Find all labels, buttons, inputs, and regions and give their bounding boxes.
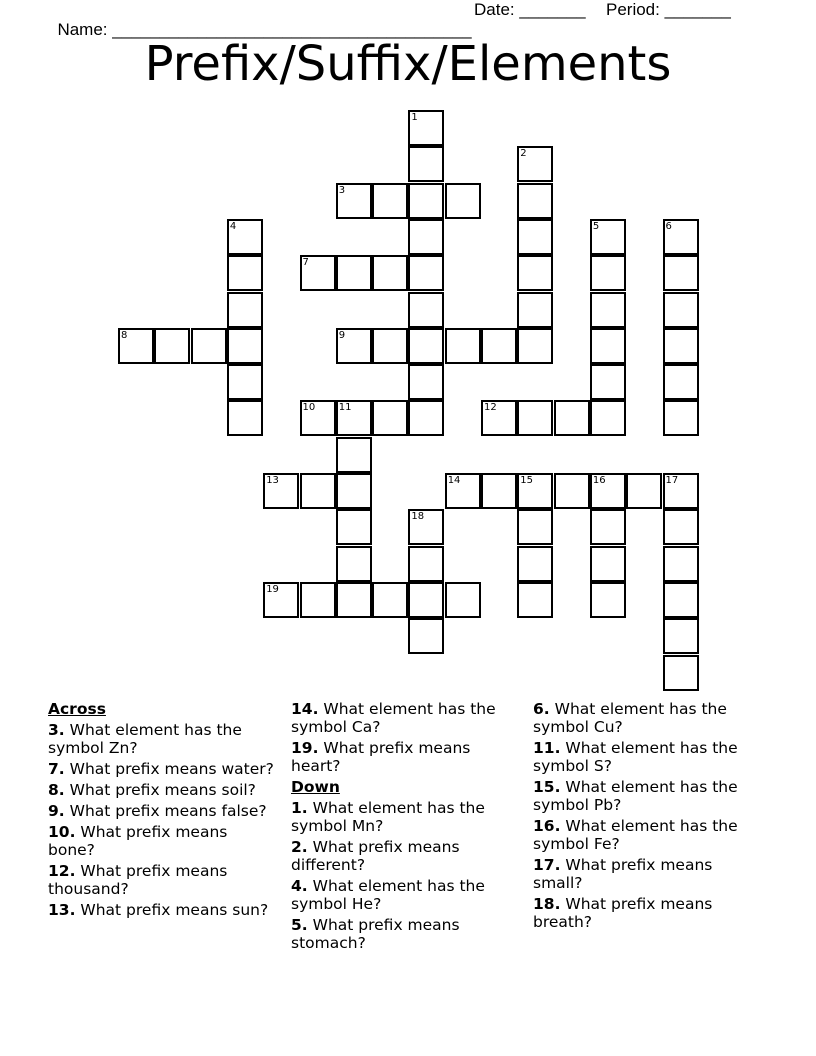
grid-cell[interactable] — [663, 582, 699, 618]
grid-cell[interactable] — [590, 219, 626, 255]
clue-text: What prefix means sun? — [80, 901, 269, 919]
cell-number: 17 — [665, 475, 679, 486]
clue-number: 6. — [533, 700, 550, 718]
clue-text: What element has the symbol Fe? — [533, 817, 738, 853]
clue-number: 1. — [291, 799, 308, 817]
grid-cell[interactable] — [517, 509, 553, 545]
grid-cell[interactable] — [445, 328, 481, 364]
date-field[interactable]: Date: _______ — [474, 0, 586, 19]
grid-cell[interactable] — [663, 655, 699, 691]
grid-cell[interactable] — [336, 255, 372, 291]
grid-cell[interactable] — [590, 509, 626, 545]
grid-cell[interactable] — [408, 219, 444, 255]
cell-number: 1 — [411, 112, 418, 123]
grid-cell[interactable] — [554, 400, 590, 436]
clue-number: 12. — [48, 862, 76, 880]
clue-number: 18. — [533, 895, 561, 913]
clue-down-5 — [291, 916, 521, 952]
cell-number: 16 — [592, 475, 606, 486]
grid-cell[interactable] — [300, 473, 336, 509]
grid-cell[interactable] — [663, 546, 699, 582]
grid-cell[interactable] — [590, 473, 626, 509]
clue-number: 19. — [291, 739, 319, 757]
cell-number: 7 — [302, 257, 309, 269]
clue-text: What prefix means small? — [533, 856, 713, 892]
grid-cell[interactable] — [408, 292, 444, 328]
grid-cell[interactable] — [227, 255, 263, 291]
across-heading: Across — [48, 700, 106, 718]
grid-cell[interactable] — [517, 183, 553, 219]
clue-text: What prefix means false? — [69, 802, 267, 820]
grid-cell[interactable] — [300, 400, 336, 436]
clue-number: 9. — [48, 802, 65, 820]
grid-cell[interactable] — [590, 255, 626, 291]
grid-cell[interactable] — [663, 400, 699, 436]
grid-cell[interactable] — [663, 292, 699, 328]
clue-down-6 — [533, 700, 763, 736]
clue-across-12 — [48, 862, 278, 898]
clue-down-18 — [533, 895, 763, 931]
clue-text: What prefix means heart? — [291, 739, 471, 775]
clue-down-11 — [533, 739, 763, 775]
grid-cell[interactable] — [517, 146, 553, 182]
clue-text: What prefix means different? — [291, 838, 460, 874]
clue-text: What element has the symbol Pb? — [533, 778, 738, 814]
clue-down-17 — [533, 856, 763, 892]
grid-cell[interactable] — [408, 400, 444, 436]
grid-cell[interactable] — [445, 473, 481, 509]
grid-cell[interactable] — [408, 618, 444, 654]
clue-down-15 — [533, 778, 763, 814]
grid-cell[interactable] — [408, 146, 444, 182]
grid-cell[interactable] — [227, 219, 263, 255]
cell-number: 11 — [338, 402, 352, 414]
grid-cell[interactable] — [517, 328, 553, 364]
name-field[interactable]: Name: ______________________________________ — [57, 20, 472, 39]
grid-cell[interactable] — [154, 328, 190, 364]
grid-cell[interactable] — [372, 183, 408, 219]
cell-number: 19 — [266, 583, 279, 595]
grid-cell[interactable] — [336, 509, 372, 545]
grid-cell[interactable] — [481, 473, 517, 509]
clue-number: 4. — [291, 877, 308, 895]
grid-cell[interactable] — [445, 582, 481, 618]
grid-cell[interactable] — [408, 328, 444, 364]
grid-cell[interactable] — [590, 582, 626, 618]
clue-number: 2. — [291, 838, 308, 856]
clue-across-3 — [48, 721, 278, 757]
clue-text: What element has the symbol Cu? — [533, 700, 727, 736]
grid-cell[interactable] — [626, 473, 662, 509]
clue-number: 8. — [48, 781, 65, 799]
grid-cell[interactable] — [227, 364, 263, 400]
clue-text: What prefix means breath? — [533, 895, 713, 931]
cell-number: 14 — [447, 475, 461, 486]
grid-cell[interactable] — [372, 582, 408, 618]
grid-cell[interactable] — [336, 582, 372, 618]
clue-number: 17. — [533, 856, 561, 874]
grid-cell[interactable] — [408, 110, 444, 146]
clue-text: What prefix means stomach? — [291, 916, 460, 952]
clues-column-2 — [291, 700, 521, 955]
cell-number: 10 — [302, 402, 316, 414]
grid-cell[interactable] — [118, 328, 154, 364]
clue-across-13 — [48, 901, 278, 919]
grid-cell[interactable] — [300, 255, 336, 291]
grid-cell[interactable] — [408, 582, 444, 618]
grid-cell[interactable] — [517, 292, 553, 328]
clue-across-14 — [291, 700, 521, 736]
clue-down-1 — [291, 799, 521, 835]
clues-column-1 — [48, 700, 278, 922]
clue-number: 16. — [533, 817, 561, 835]
grid-cell[interactable] — [408, 509, 444, 545]
puzzle-title: Prefix/Suffix/Elements — [144, 36, 672, 92]
cell-number: 9 — [338, 329, 346, 341]
clue-across-10 — [48, 823, 278, 859]
clue-down-4 — [291, 877, 521, 913]
grid-cell[interactable] — [408, 183, 444, 219]
grid-cell[interactable] — [517, 219, 553, 255]
grid-cell[interactable] — [517, 473, 553, 509]
clue-number: 15. — [533, 778, 561, 796]
grid-cell[interactable] — [336, 546, 372, 582]
grid-cell[interactable] — [372, 400, 408, 436]
clue-text: What prefix means thousand? — [48, 862, 228, 898]
cell-number: 2 — [520, 148, 527, 160]
grid-cell[interactable] — [227, 328, 263, 364]
grid-cell[interactable] — [408, 255, 444, 291]
grid-cell[interactable] — [517, 582, 553, 618]
clue-number: 3. — [48, 721, 65, 739]
clue-number: 11. — [533, 739, 561, 757]
grid-cell[interactable] — [263, 582, 299, 618]
grid-cell[interactable] — [517, 546, 553, 582]
grid-cell[interactable] — [663, 219, 699, 255]
grid-cell[interactable] — [663, 328, 699, 364]
clue-text: What element has the symbol Zn? — [48, 721, 242, 757]
grid-cell[interactable] — [517, 400, 553, 436]
clue-text: What element has the symbol Mn? — [291, 799, 485, 835]
cell-number: 6 — [665, 220, 672, 232]
grid-cell[interactable] — [517, 255, 553, 291]
grid-cell[interactable] — [590, 546, 626, 582]
grid-cell[interactable] — [336, 328, 372, 364]
clue-across-19 — [291, 739, 521, 775]
grid-cell[interactable] — [663, 255, 699, 291]
grid-cell[interactable] — [663, 473, 699, 509]
cell-number: 18 — [411, 511, 425, 523]
grid-cell[interactable] — [372, 255, 408, 291]
grid-cell[interactable] — [554, 473, 590, 509]
down-heading: Down — [291, 778, 340, 796]
grid-cell[interactable] — [590, 400, 626, 436]
grid-cell[interactable] — [227, 400, 263, 436]
grid-cell[interactable] — [590, 328, 626, 364]
cell-number: 5 — [592, 220, 600, 232]
grid-cell[interactable] — [408, 364, 444, 400]
grid-cell[interactable] — [663, 364, 699, 400]
clue-number: 10. — [48, 823, 76, 841]
clue-text: What prefix means bone? — [48, 823, 228, 859]
cell-number: 15 — [520, 475, 534, 486]
cell-number: 3 — [338, 184, 346, 196]
grid-cell[interactable] — [445, 183, 481, 219]
clue-number: 14. — [291, 700, 319, 718]
clue-down-16 — [533, 817, 763, 853]
grid-cell[interactable] — [663, 618, 699, 654]
grid-cell[interactable] — [481, 400, 517, 436]
period-field[interactable]: Period: _______ — [606, 0, 731, 19]
grid-cell[interactable] — [336, 183, 372, 219]
grid-cell[interactable] — [590, 364, 626, 400]
clue-across-8 — [48, 781, 278, 799]
grid-cell[interactable] — [336, 437, 372, 473]
clue-text: What element has the symbol Ca? — [291, 700, 496, 736]
clue-text: What prefix means soil? — [69, 781, 256, 799]
grid-cell[interactable] — [300, 582, 336, 618]
grid-cell[interactable] — [663, 509, 699, 545]
clue-across-9 — [48, 802, 278, 820]
grid-cell[interactable] — [336, 400, 372, 436]
grid-cell[interactable] — [191, 328, 227, 364]
grid-cell[interactable] — [590, 292, 626, 328]
grid-cell[interactable] — [372, 328, 408, 364]
cell-number: 13 — [266, 475, 279, 486]
clue-across-7 — [48, 760, 278, 778]
clue-down-2 — [291, 838, 521, 874]
clue-number: 5. — [291, 916, 308, 934]
grid-cell[interactable] — [227, 292, 263, 328]
clue-text: What element has the symbol He? — [291, 877, 485, 913]
clues-column-3 — [533, 700, 763, 934]
clue-text: What element has the symbol S? — [533, 739, 738, 775]
grid-cell[interactable] — [408, 546, 444, 582]
cell-number: 8 — [121, 329, 128, 341]
cell-number: 4 — [229, 220, 237, 232]
grid-cell[interactable] — [481, 328, 517, 364]
clue-number: 13. — [48, 901, 76, 919]
clue-number: 7. — [48, 760, 65, 778]
clue-text: What prefix means water? — [69, 760, 274, 778]
grid-cell[interactable] — [263, 473, 299, 509]
grid-cell[interactable] — [336, 473, 372, 509]
cell-number: 12 — [484, 402, 497, 414]
